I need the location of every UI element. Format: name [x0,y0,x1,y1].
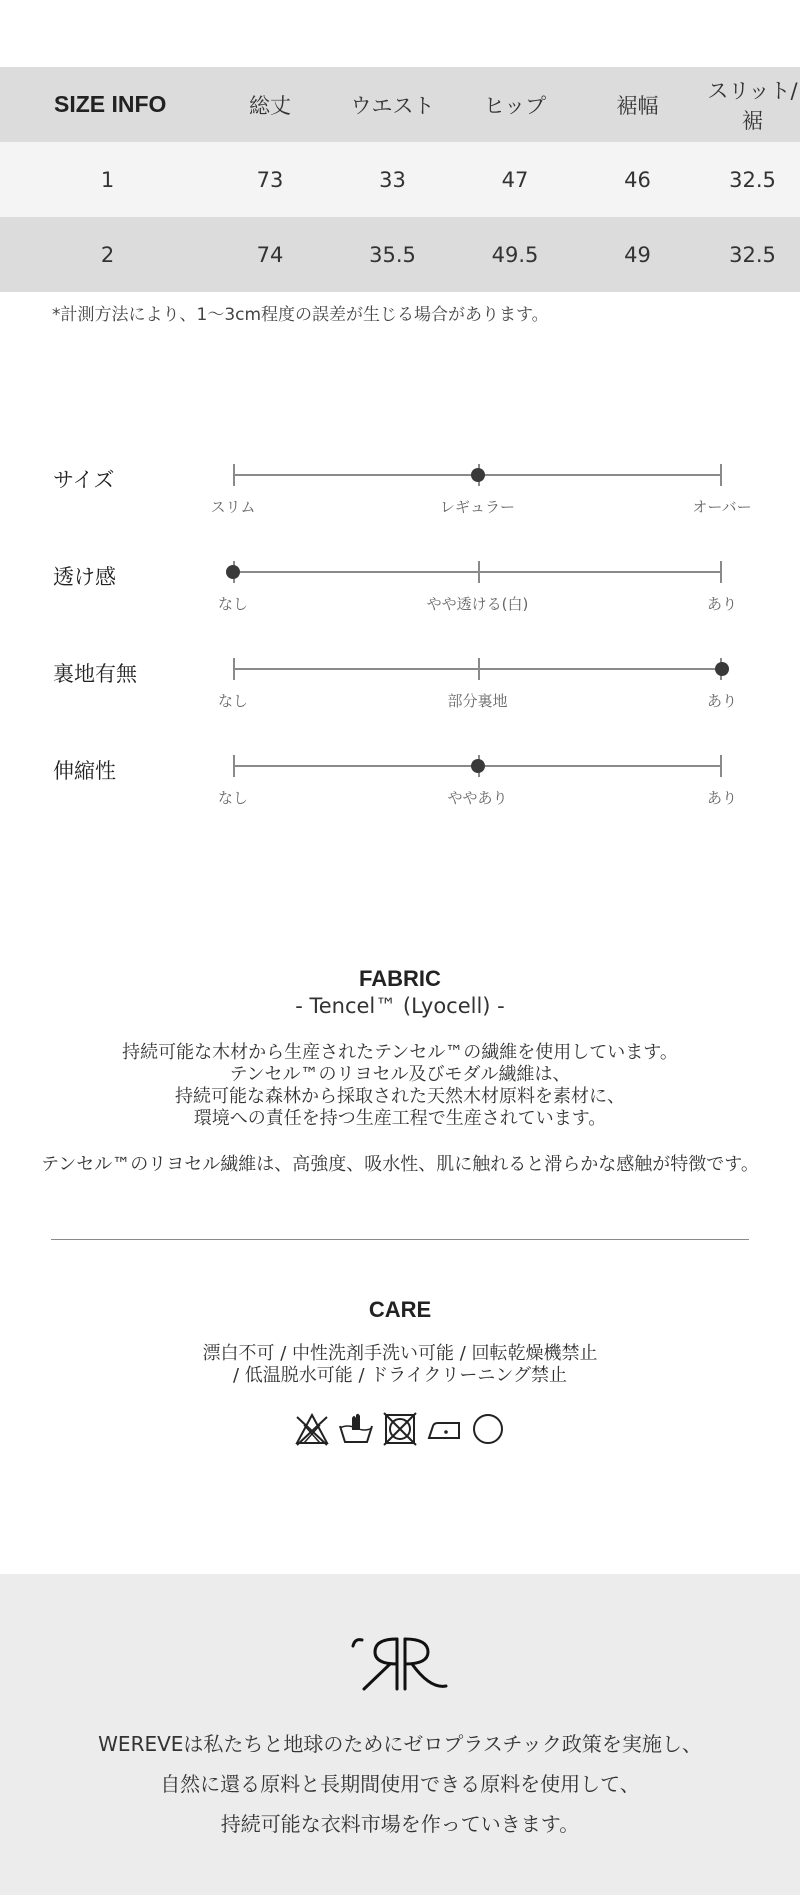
table-cell: 32.5 [729,242,776,267]
scale-tick [233,755,235,777]
scale-tick [720,561,722,583]
table-cell: 35.5 [369,242,416,267]
scale-tick [720,755,722,777]
header-cell: 裾幅 [616,93,659,118]
hand-wash-icon [337,1410,375,1448]
table-row [0,142,800,217]
scale-track [217,765,738,807]
scale-tick-label: あり [706,595,738,613]
header-cell: スリット/裾 [707,78,798,133]
care-icons [0,1410,800,1448]
header-cell: ヒップ [483,93,547,118]
scale-track [210,474,752,516]
scale-tick-label: あり [706,789,738,807]
table-cell: 47 [501,167,529,192]
scale-lining [0,654,800,714]
footer-text: WEREVEは私たちと地球のためにゼロプラスチック政策を実施し、 [98,1732,702,1756]
care-line: 漂白不可 / 中性洗剤手洗い可能 / 回転乾燥機禁止 [202,1343,598,1364]
fabric-line: 持続可能な森林から採取された天然木材原料を素材に、 [175,1086,625,1107]
scale-tick-label: ややあり [447,789,508,807]
scale-marker [471,759,485,773]
scale-tick-label: なし [217,595,249,613]
scale-stretch [0,751,800,811]
table-cell: 32.5 [729,167,776,192]
scale-marker [715,662,729,676]
dry-clean-icon [469,1410,507,1448]
scale-tick-label: やや透ける(白) [426,595,529,613]
size-cell: 1 [100,167,115,192]
table-cell: 74 [256,242,284,267]
header-cell: ウエスト [350,93,435,118]
care-title: CARE [368,1297,432,1322]
fabric-feature: テンセル™のリヨセル繊維は、高強度、吸水性、肌に触れると滑らかな感触が特徴です。 [41,1154,759,1175]
scale-tick-label: オーバー [692,498,752,516]
low-iron-icon [425,1410,463,1448]
scale-transparency [0,557,800,617]
no-bleach-icon [293,1410,331,1448]
scale-tick [478,658,480,680]
scale-label: 透け感 [53,565,116,589]
scale-marker [471,468,485,482]
size-table [0,67,800,292]
scale-tick-label: レギュラー [439,498,516,516]
header-cell: 総丈 [249,93,291,118]
table-cell: 73 [256,167,284,192]
care-instructions [0,1343,800,1387]
fabric-subtitle: - Tencel™ (Lyocell) - [295,994,505,1018]
brand-footer [0,1574,800,1895]
scale-tick [478,561,480,583]
table-cell: 49.5 [491,242,539,267]
brand-logo [350,1634,450,1694]
no-tumble-dry-icon [381,1410,419,1448]
scale-label: 伸縮性 [53,759,116,783]
fabric-line: テンセル™のリヨセル及びモダル繊維は、 [229,1064,571,1085]
scale-label: サイズ [53,468,115,492]
scale-tick-label: スリム [210,498,256,516]
table-cell: 46 [624,167,651,192]
table-cell: 33 [379,167,406,192]
section-divider [51,1239,749,1240]
fabric-line: 環境への責任を持つ生産工程で生産されています。 [193,1108,607,1129]
size-cell: 2 [100,242,115,267]
scale-tick [233,464,235,486]
fabric-title: FABRIC [359,966,441,991]
scale-tick-label: あり [706,692,738,710]
scale-tick [233,658,235,680]
scale-marker [226,565,240,579]
header-cell: SIZE INFO [54,91,167,117]
scale-track [217,571,738,613]
footer-text: 持続可能な衣料市場を作っていきます。 [220,1812,580,1836]
footer-text: 自然に還る原料と長期間使用できる原料を使用して、 [160,1772,640,1796]
scale-label: 裏地有無 [53,662,137,686]
scale-tick [720,464,722,486]
scale-size [0,460,800,520]
scale-track [217,668,738,710]
fabric-line: 持続可能な木材から生産されたテンセル™の繊維を使用しています。 [122,1042,678,1063]
table-row [0,217,800,292]
scale-tick-label: 部分裏地 [447,692,508,710]
scale-tick-label: なし [217,789,249,807]
scale-tick-label: なし [217,692,249,710]
size-table-header [0,67,800,142]
measurement-note: *計測方法により、1〜3cm程度の誤差が生じる場合があります。 [52,305,549,325]
care-line: / 低温脱水可能 / ドライクリーニング禁止 [232,1365,568,1386]
table-cell: 49 [624,242,651,267]
fabric-description [0,1042,800,1130]
